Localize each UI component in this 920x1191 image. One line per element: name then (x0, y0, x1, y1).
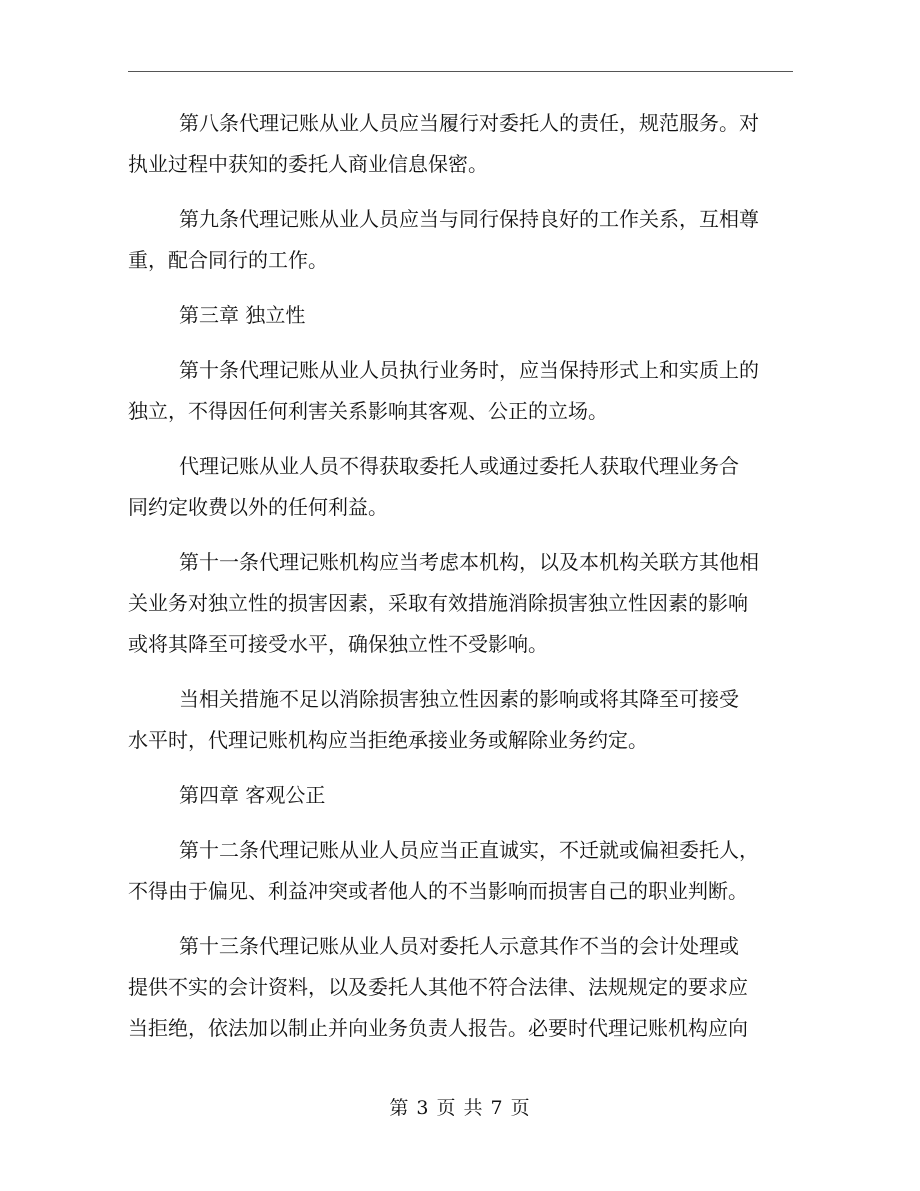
article-11-second-paragraph (128, 679, 798, 761)
page-number-footer: 第 3 页 共 7 页 (389, 1097, 531, 1119)
article-11-paragraph (128, 542, 798, 665)
text-line: 第十二条代理记账从业人员应当正直诚实，不迁就或偏袒委托人， (179, 838, 759, 862)
chapter-3-heading (128, 295, 798, 336)
article-10-paragraph (128, 350, 798, 432)
header-divider (128, 71, 793, 72)
text-line: 代理记账从业人员不得获取委托人或通过委托人获取代理业务合 (179, 454, 739, 478)
text-line: 不得由于偏见、利益冲突或者他人的不当影响而损害自己的职业判断。 (128, 879, 748, 903)
article-13-paragraph (128, 926, 798, 1049)
text-line: 或将其降至可接受水平，确保独立性不受影响。 (128, 632, 548, 656)
text-line: 同约定收费以外的任何利益。 (128, 495, 388, 519)
article-8-paragraph (128, 103, 798, 185)
text-line: 第八条代理记账从业人员应当履行对委托人的责任，规范服务。对 (179, 111, 759, 135)
article-12-paragraph (128, 830, 798, 912)
text-line: 第十条代理记账从业人员执行业务时，应当保持形式上和实质上的 (179, 358, 759, 382)
chapter-4-heading (128, 775, 798, 816)
text-line: 第九条代理记账从业人员应当与同行保持良好的工作关系，互相尊 (179, 207, 759, 231)
document-body (128, 103, 798, 1049)
text-line: 第十三条代理记账从业人员对委托人示意其作不当的会计处理或 (179, 934, 739, 958)
chapter-title: 第四章 客观公正 (179, 783, 326, 807)
text-line: 重，配合同行的工作。 (128, 248, 328, 272)
chapter-title: 第三章 独立性 (179, 303, 306, 327)
text-line: 关业务对独立性的损害因素，采取有效措施消除损害独立性因素的影响 (128, 591, 748, 615)
text-line: 第十一条代理记账机构应当考虑本机构，以及本机构关联方其他相 (179, 550, 759, 574)
text-line: 执业过程中获知的委托人商业信息保密。 (128, 152, 488, 176)
article-9-paragraph (128, 199, 798, 281)
text-line: 独立，不得因任何利害关系影响其客观、公正的立场。 (128, 399, 608, 423)
article-10-second-paragraph (128, 446, 798, 528)
text-line: 水平时，代理记账机构应当拒绝承接业务或解除业务约定。 (128, 728, 648, 752)
text-line: 当相关措施不足以消除损害独立性因素的影响或将其降至可接受 (179, 687, 739, 711)
text-line: 当拒绝，依法加以制止并向业务负责人报告。必要时代理记账机构应向 (128, 1016, 748, 1040)
text-line: 提供不实的会计资料，以及委托人其他不符合法律、法规规定的要求应 (128, 975, 748, 999)
